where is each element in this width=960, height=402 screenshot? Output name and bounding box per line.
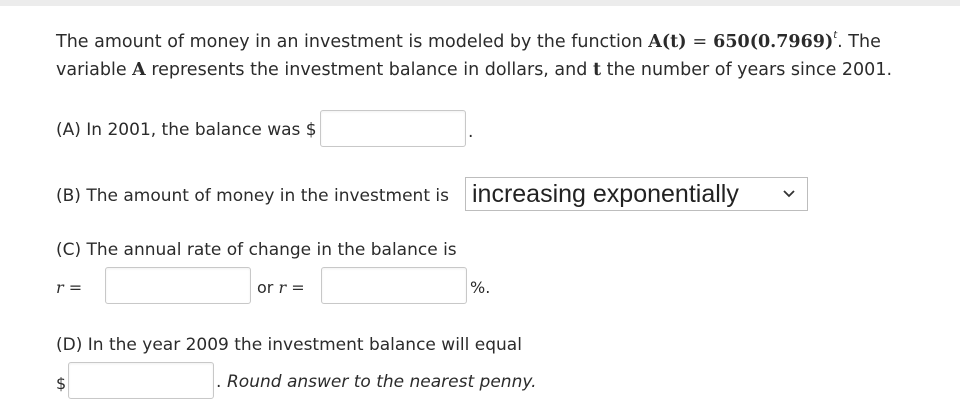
part-c-or-text: or <box>257 278 274 297</box>
intro-line2-mid: represents the investment balance in dollars, and <box>145 59 593 80</box>
part-b-growth-select[interactable] <box>465 177 808 211</box>
part-c-r-label: r = <box>56 278 83 297</box>
part-c-label: (C) The annual rate of change in the balance is <box>56 240 457 260</box>
part-d-rounding-hint: Round answer to the nearest penny. <box>227 372 537 392</box>
function-rhs: 650(0.7969) <box>713 31 834 52</box>
part-d-balance-input[interactable] <box>68 362 214 399</box>
function-equals: = <box>692 31 708 52</box>
problem-statement <box>56 24 936 84</box>
function-exponent: t <box>833 30 838 41</box>
part-d-label: (D) In the year 2009 the investment balance will equal <box>56 335 522 355</box>
part-b-selected-value: increasing exponentially <box>472 179 739 208</box>
part-b-label: (B) The amount of money in the investment is <box>56 186 449 206</box>
part-c-percent-suffix: %. <box>470 278 491 297</box>
intro-line2-post: the number of years since 2001. <box>601 59 893 80</box>
part-c-or-label <box>257 276 305 300</box>
chevron-down-icon <box>783 189 795 199</box>
part-a-label: (A) In 2001, the balance was $ <box>56 120 317 140</box>
top-divider <box>0 0 960 6</box>
part-d-dollar: $ <box>56 374 67 393</box>
part-c-r-label-2: r = <box>278 278 305 297</box>
function-lhs: A(t) <box>648 31 687 52</box>
part-d-period: . <box>216 372 222 392</box>
intro-line2-pre: variable <box>56 59 133 80</box>
part-c-rate-input[interactable] <box>105 267 251 304</box>
variable-A: A <box>132 59 146 80</box>
intro-line1-pre: The amount of money in an investment is modeled by the function <box>56 31 649 52</box>
part-a-period: . <box>468 122 474 142</box>
part-a-balance-input[interactable] <box>320 110 466 147</box>
intro-line1-post: . The <box>837 31 881 52</box>
variable-t: t <box>592 59 602 80</box>
part-c-percent-input[interactable] <box>321 267 467 304</box>
